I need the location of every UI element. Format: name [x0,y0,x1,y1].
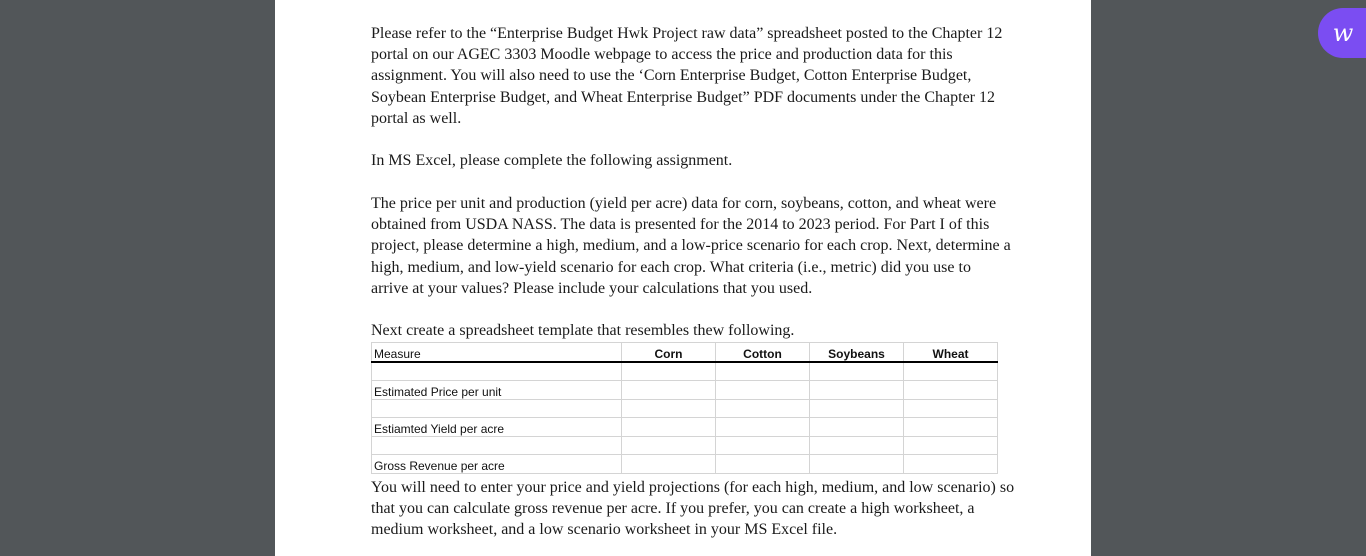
table-cell [622,455,716,474]
table-cell [810,399,904,418]
table-cell [904,418,998,437]
header-corn: Corn [622,343,716,362]
paragraph-projection-instruction: You will need to enter your price and yield projections (for each high, medium, and low scenario) so that you can calculate gross revenue per acre. If you prefer, you can create a high worksheet, a medium worksheet, and a low scenario worksheet in your MS Excel file. [371,479,1015,539]
row-label: Estimated Price per unit [372,381,622,400]
table-cell [716,399,810,418]
paragraph-instructions-intro: Please refer to the “Enterprise Budget Hwk Project raw data” spreadsheet posted to the Chapter 12 portal on our AGEC 3303 Moodle webpage to access the price and production data for this assignment. You will also need to use the ‘Corn Enterprise Budget, Cotton Enterprise Budget, Soybean Enterprise Budget, and Wheat Enterprise Budget” PDF documents under the Chapter 12 portal as well. [371,25,1003,127]
paragraph-excel-instruction: In MS Excel, please complete the following assignment. [371,152,733,169]
table-cell [904,362,998,381]
table-cell [810,436,904,455]
table-cell [622,418,716,437]
table-cell [810,381,904,400]
row-label: Estiamted Yield per acre [372,418,622,437]
table-header-row [372,343,998,362]
table-cell [716,362,810,381]
header-soybeans: Soybeans [810,343,904,362]
table-row [372,436,998,455]
table-cell [622,381,716,400]
paragraph-scenario-description: The price per unit and production (yield per acre) data for corn, soybeans, cotton, and wheat were obtained from USDA NASS. The data is presented for the 2014 to 2023 period. For Part I of this project, please determine a high, medium, and a low-price scenario for each crop. Next, determine a high, medium, and low-yield scenario for each crop. What criteria (i.e., metric) did you use to arrive at your values? Please include your calculations that you used. [371,195,1011,297]
table-row [372,399,998,418]
table-cell [716,381,810,400]
spreadsheet-template-table [371,342,998,474]
table-cell [622,362,716,381]
table-row [372,455,998,474]
table-cell [904,399,998,418]
row-label [372,399,622,418]
row-label [372,436,622,455]
table-row [372,381,998,400]
table-cell [716,418,810,437]
table-row [372,362,998,381]
assistant-w-icon: w [1332,19,1354,47]
row-label [372,362,622,381]
table-cell [904,455,998,474]
table-cell [810,455,904,474]
row-label: Gross Revenue per acre [372,455,622,474]
paragraph-template-instruction: Next create a spreadsheet template that resembles thew following. [371,322,795,339]
table-cell [716,455,810,474]
header-measure: Measure [372,343,622,362]
header-cotton: Cotton [716,343,810,362]
table-cell [904,436,998,455]
table-cell [622,399,716,418]
table-cell [810,418,904,437]
header-wheat: Wheat [904,343,998,362]
table-cell [810,362,904,381]
assistant-button[interactable] [1318,8,1366,58]
table-cell [716,436,810,455]
table-cell [904,381,998,400]
table-row [372,418,998,437]
document-page [275,0,1091,556]
table-cell [622,436,716,455]
